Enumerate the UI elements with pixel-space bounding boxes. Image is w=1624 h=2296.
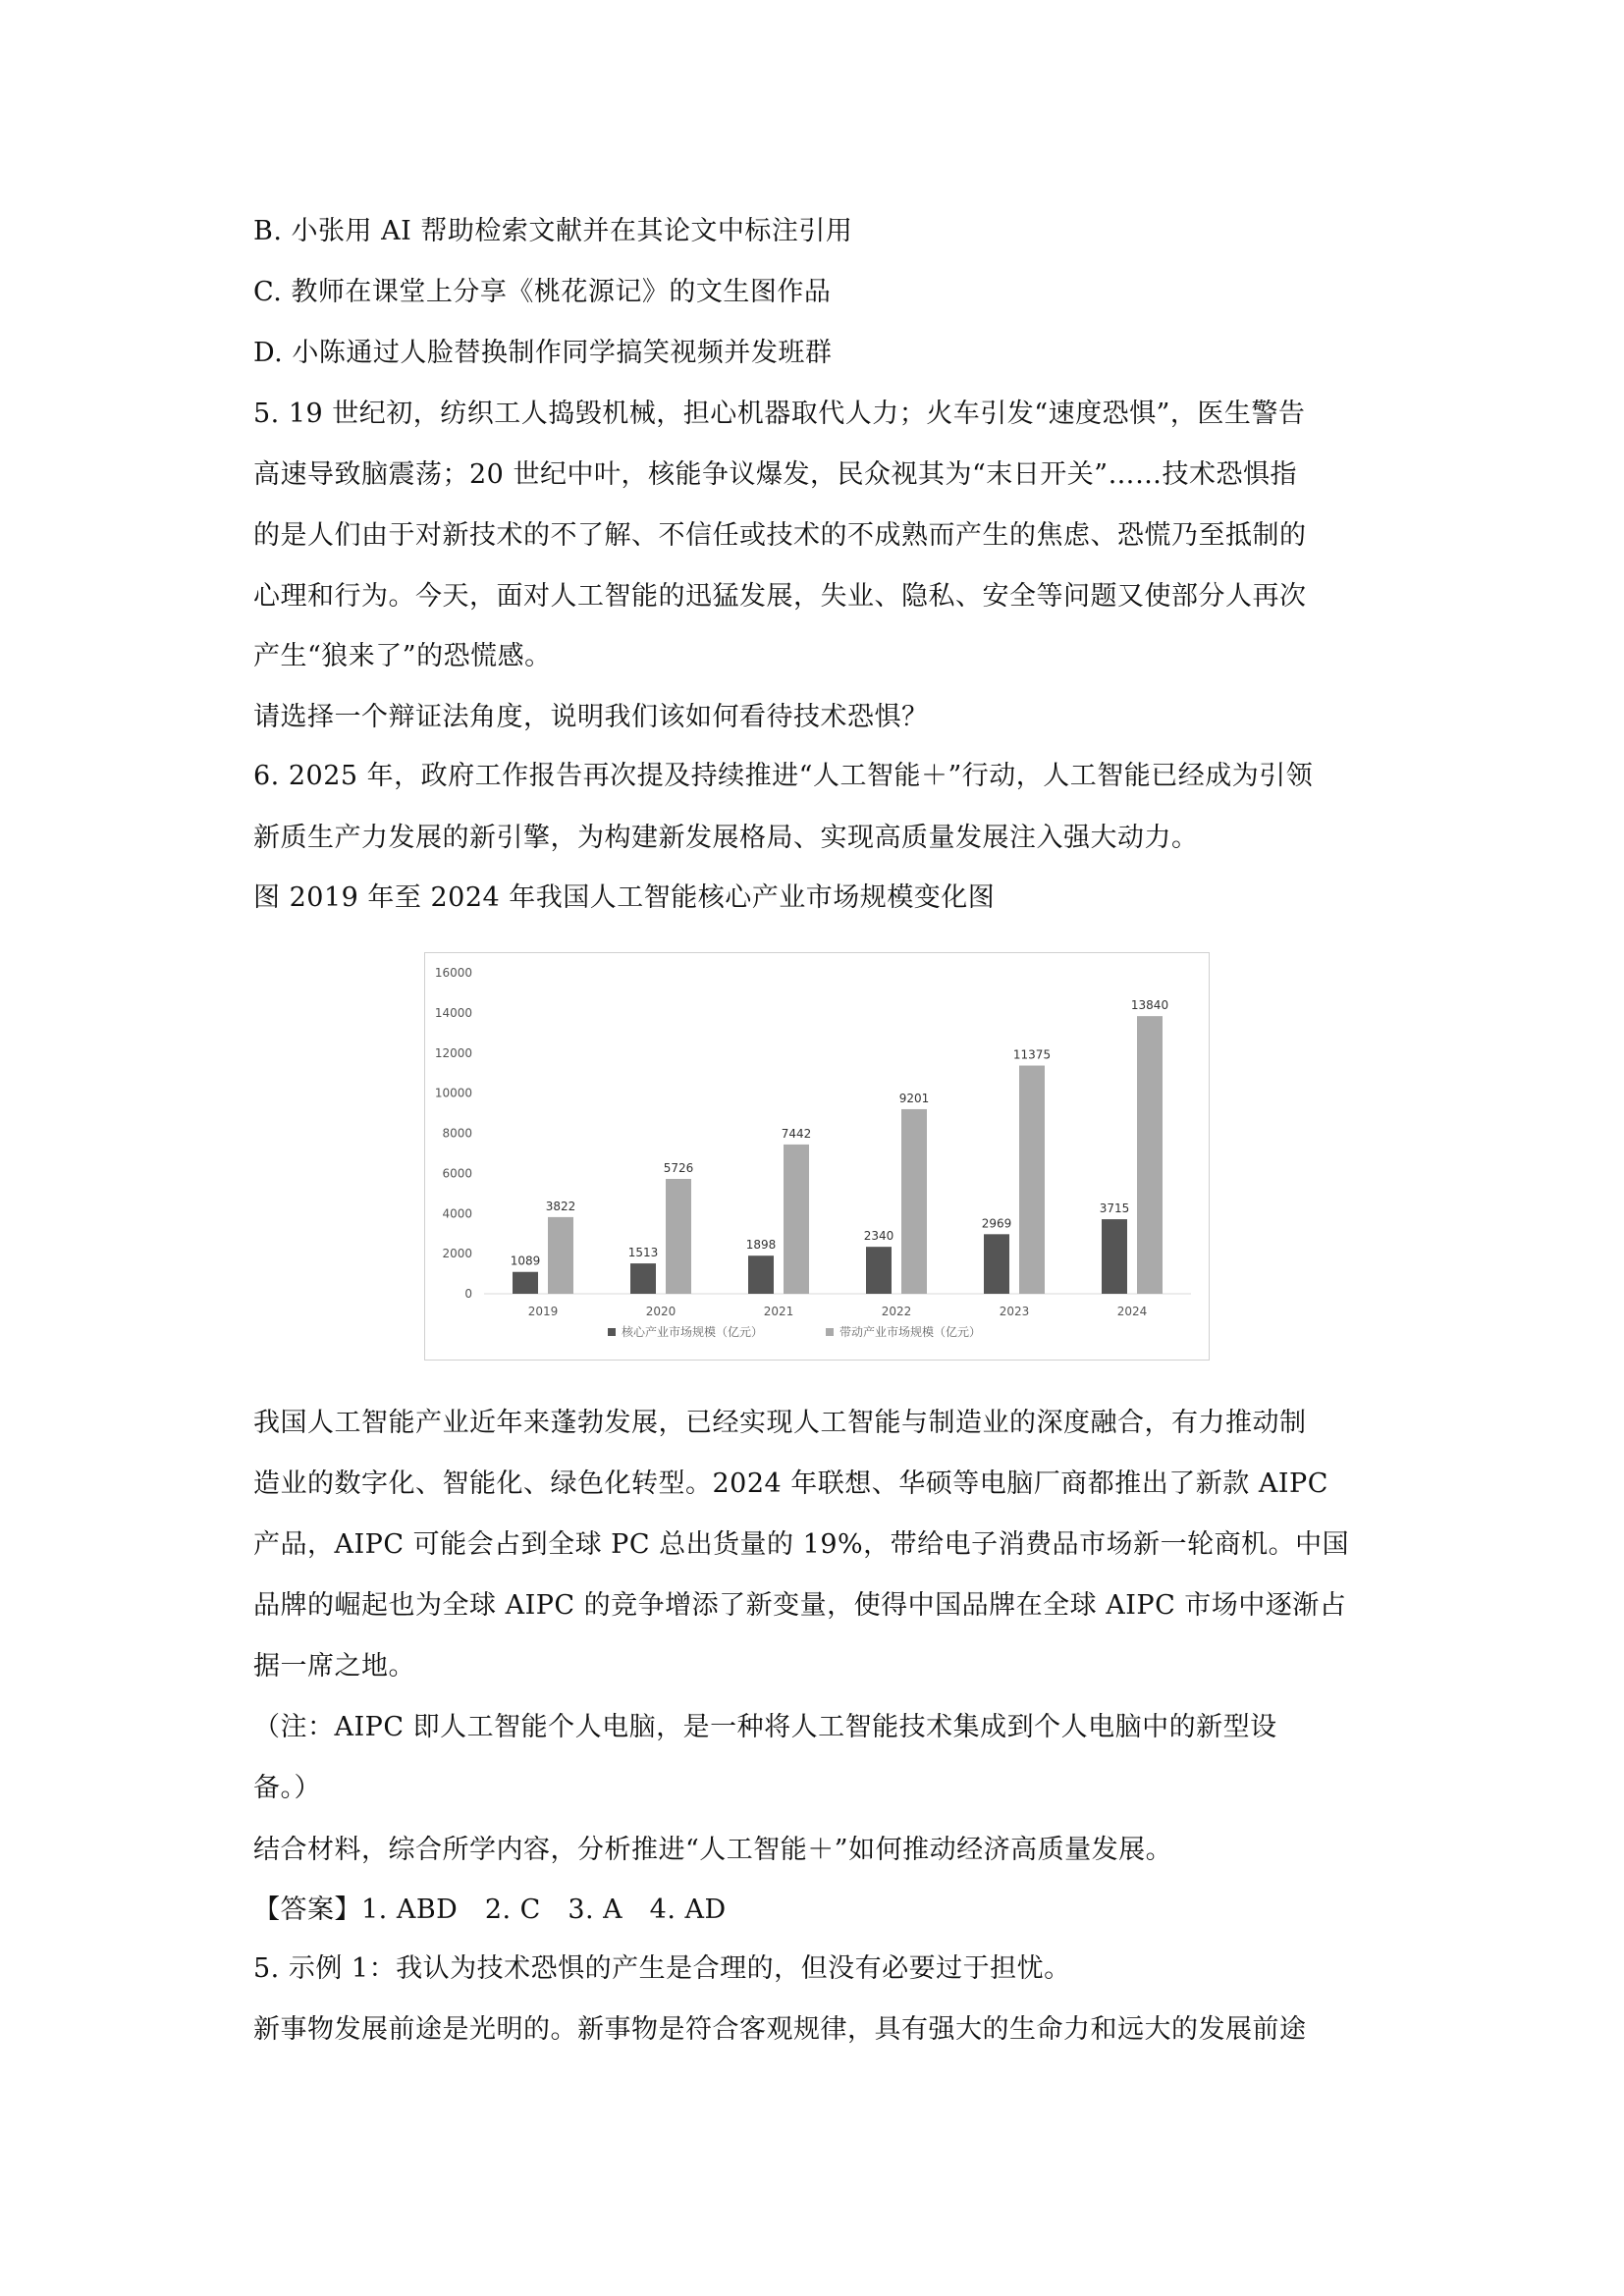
core-industry-bar — [513, 1272, 538, 1294]
bar-value-label: 1898 — [745, 1238, 777, 1253]
driven-industry-bar — [1019, 1066, 1045, 1294]
y-tick-label: 16000 — [434, 966, 472, 980]
bar-value-label: 2340 — [863, 1229, 894, 1244]
driven-industry-bar — [901, 1109, 927, 1294]
bar-value-label: 1513 — [627, 1246, 659, 1260]
text-line: B. 小张用 AI 帮助检索文献并在其论文中标注引用 — [253, 216, 853, 246]
bar-value-label: 7442 — [781, 1126, 812, 1141]
core-industry-bar — [630, 1263, 656, 1294]
bar-value-label: 13840 — [1130, 998, 1169, 1013]
text-line: 产生“狼来了”的恐慌感。 — [253, 641, 552, 671]
text-line: 5. 19 世纪初，纺织工人捣毁机械，担心机器取代人力；火车引发“速度恐惧”，医生警告 — [253, 399, 1306, 429]
text-line: 我国人工智能产业近年来蓬勃发展，已经实现人工智能与制造业的深度融合，有力推动制 — [253, 1408, 1307, 1438]
text-line: 结合材料，综合所学内容，分析推进“人工智能＋”如何推动经济高质量发展。 — [253, 1835, 1173, 1865]
core-industry-bar — [984, 1234, 1009, 1294]
bar-value-label: 11375 — [1012, 1047, 1052, 1062]
bar-value-label: 3822 — [545, 1199, 576, 1213]
bar-value-label: 1089 — [510, 1254, 541, 1268]
text-line: 心理和行为。今天，面对人工智能的迅猛发展，失业、隐私、安全等问题又使部分人再次 — [253, 581, 1307, 612]
text-line: 新质生产力发展的新引擎，为构建新发展格局、实现高质量发展注入强大动力。 — [253, 823, 1199, 853]
text-line: 造业的数字化、智能化、绿色化转型。2024 年联想、华硕等电脑厂商都推出了新款 AIPC — [253, 1468, 1328, 1499]
driven-industry-bar — [548, 1217, 573, 1294]
core-industry-bar — [866, 1247, 892, 1294]
text-line: 5. 示例 1：我认为技术恐惧的产生是合理的，但没有必要过于担忧。 — [253, 1953, 1071, 1984]
y-tick-label: 10000 — [434, 1086, 472, 1100]
text-line: 6. 2025 年，政府工作报告再次提及持续推进“人工智能＋”行动，人工智能已经成为引领 — [253, 761, 1314, 791]
bar-value-label: 3715 — [1099, 1201, 1130, 1216]
x-tick-label: 2024 — [1116, 1305, 1148, 1318]
x-tick-label: 2022 — [881, 1305, 912, 1318]
y-tick-label: 2000 — [442, 1247, 472, 1261]
y-tick-label: 4000 — [442, 1206, 472, 1221]
x-tick-label: 2021 — [763, 1305, 794, 1318]
text-line: （注：AIPC 即人工智能个人电脑，是一种将人工智能技术集成到个人电脑中的新型设 — [253, 1712, 1277, 1742]
x-tick-label: 2020 — [645, 1305, 677, 1318]
text-line: 的是人们由于对新技术的不了解、不信任或技术的不成熟而产生的焦虑、恐慌乃至抵制的 — [253, 520, 1307, 551]
legend-swatch — [826, 1328, 834, 1336]
text-line: 产品，AIPC 可能会占到全球 PC 总出货量的 19%，带给电子消费品市场新一轮商机。中国 — [253, 1529, 1350, 1560]
x-tick-label: 2019 — [527, 1305, 559, 1318]
text-line: 新事物发展前途是光明的。新事物是符合客观规律，具有强大的生命力和远大的发展前途 — [253, 2014, 1307, 2045]
text-line: 请选择一个辩证法角度，说明我们该如何看待技术恐惧？ — [253, 702, 929, 732]
text-line: D. 小陈通过人脸替换制作同学搞笑视频并发班群 — [253, 338, 833, 368]
y-tick-label: 0 — [464, 1287, 472, 1301]
legend-swatch — [608, 1328, 616, 1336]
bar-value-label: 5726 — [663, 1160, 694, 1175]
text-line: 高速导致脑震荡；20 世纪中叶，核能争议爆发，民众视其为“末日开关”……技术恐惧指 — [253, 459, 1298, 490]
chart-svg — [425, 953, 1209, 1360]
market-size-chart — [424, 952, 1210, 1361]
driven-industry-bar — [1137, 1016, 1163, 1294]
y-tick-label: 12000 — [434, 1045, 472, 1060]
y-tick-label: 14000 — [434, 1005, 472, 1020]
bar-value-label: 9201 — [898, 1091, 930, 1105]
text-line: 【答案】1. ABD 2. C 3. A 4. AD — [253, 1895, 727, 1925]
legend-label: 核心产业市场规模（亿元） — [622, 1325, 764, 1339]
text-line: 图 2019 年至 2024 年我国人工智能核心产业市场规模变化图 — [253, 882, 996, 913]
text-line: 备。） — [253, 1773, 321, 1803]
text-line: 据一席之地。 — [253, 1651, 415, 1682]
text-line: C. 教师在课堂上分享《桃花源记》的文生图作品 — [253, 277, 832, 307]
bar-value-label: 2969 — [981, 1216, 1012, 1231]
x-tick-label: 2023 — [999, 1305, 1030, 1318]
y-tick-label: 6000 — [442, 1166, 472, 1181]
core-industry-bar — [748, 1255, 774, 1294]
driven-industry-bar — [666, 1179, 691, 1294]
text-line: 品牌的崛起也为全球 AIPC 的竞争增添了新变量，使得中国品牌在全球 AIPC 市场中逐渐占 — [253, 1590, 1347, 1621]
core-industry-bar — [1102, 1219, 1127, 1294]
y-tick-label: 8000 — [442, 1126, 472, 1141]
legend-label: 带动产业市场规模（亿元） — [839, 1325, 982, 1339]
driven-industry-bar — [784, 1145, 809, 1294]
